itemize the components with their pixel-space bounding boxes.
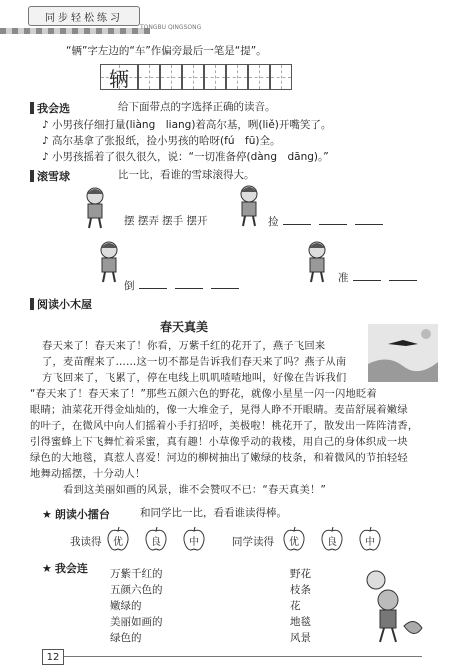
story-line: 眼睛；油菜花开得金灿灿的，像一大堆金子，晃得人睁不开眼睛。麦苗舒展着嫩绿 xyxy=(30,404,408,416)
snowball-row-1-word: 捡 xyxy=(268,214,387,229)
section-choose-title: 我会选 xyxy=(37,102,70,115)
footer-line xyxy=(62,656,422,657)
grid-cell[interactable] xyxy=(138,64,160,90)
match-right-item[interactable]: 风景 xyxy=(290,632,311,644)
section-bar xyxy=(30,102,34,114)
story-line: 看到这美丽如画的风景，谁不会赞叹不已：“春天真美！” xyxy=(42,484,326,496)
story-line: 方飞回来了，飞累了，停在电线上叽叽喳喳地叫，好像在告诉我们 xyxy=(42,372,347,384)
story-line: 引得蜜蜂上下飞舞忙着采蜜，真有趣！小草像乎动的栽楼，用自己的身体织成一块 xyxy=(30,436,408,448)
snowball-row-2: 倒 xyxy=(124,278,243,293)
snowball-row-2-word: 准 xyxy=(338,270,421,285)
star-icon: ★ xyxy=(42,561,52,575)
character-box xyxy=(100,64,138,90)
match-left-item[interactable]: 万紫千红的 xyxy=(110,568,163,580)
section-bar xyxy=(30,170,34,182)
answer-blank[interactable] xyxy=(319,214,347,225)
match-left-item[interactable]: 五颜六色的 xyxy=(110,584,163,596)
rating-apple[interactable]: 良 xyxy=(144,526,168,552)
boy-with-kite-illustration xyxy=(356,566,426,644)
intro-text: “辆”字左边的“车”作偏旁最后一笔是“提”。 xyxy=(66,45,267,57)
section-bar xyxy=(30,298,34,310)
page-number: 12 xyxy=(42,649,64,665)
grid-cell[interactable] xyxy=(182,64,204,90)
section-contest-title: 朗读小擂台 xyxy=(54,508,110,521)
list-item: ♪ 小男孩仔细打量(liàng liang)着高尔基，咧(liě)开嘴笑了。 xyxy=(42,119,332,131)
section-snowball-instruction: 比一比，看谁的雪球滚得大。 xyxy=(118,169,255,181)
answer-blank[interactable] xyxy=(389,270,417,281)
section-reading-heading xyxy=(30,296,92,312)
story-line: 了，麦苗醒来了……这一切不都是告诉我们春天来了吗？燕子从南 xyxy=(42,356,347,368)
section-snowball-heading xyxy=(30,168,70,184)
list-item: ♪ 高尔基拿了张报纸，捡小男孩的哈呀(fú fū)全。 xyxy=(42,135,281,147)
story-line: 的叶子，在微风中向人们摇着小手打招呼，美极啦！桃花开了，散发出一阵阵清香， xyxy=(30,420,419,432)
grid-cell[interactable] xyxy=(270,64,292,90)
rating-apple[interactable]: 良 xyxy=(320,526,344,552)
match-left-item[interactable]: 嫩绿的 xyxy=(110,600,142,612)
match-right-item[interactable]: 枝条 xyxy=(290,584,311,596)
story-line: 绿色的大地毯，真惹人喜爱！河边的柳树抽出了嫩绿的枝条，和着微风的节拍轻轻 xyxy=(30,452,408,464)
header-title: 同步轻松练习 xyxy=(28,6,140,26)
section-choose-heading xyxy=(30,100,70,116)
me-label: 我读得 xyxy=(70,536,102,548)
story-line: 春天来了！春天来了！你看，万紫千红的花开了，燕子飞回来 xyxy=(42,340,326,352)
section-snowball-title: 滚雪球 xyxy=(37,170,70,183)
kid-illustration xyxy=(78,186,112,230)
match-left-column xyxy=(110,566,163,646)
answer-blank[interactable] xyxy=(139,278,167,289)
story-body xyxy=(30,338,419,498)
match-left-item[interactable]: 绿色的 xyxy=(110,632,142,644)
kid-illustration xyxy=(92,240,126,284)
header-subtitle: TONGBU QINGSONG xyxy=(140,24,202,31)
intro-character: 辆 xyxy=(109,66,129,91)
answer-blank[interactable] xyxy=(353,270,381,281)
section-match-heading xyxy=(42,560,88,576)
list-item: ♪ 小男孩摇着了很久很久，说：“一切准备停(dàng dāng)。” xyxy=(42,151,329,163)
story-line: 地舞动摇摆，十分动人！ xyxy=(30,468,146,480)
section-reading-title: 阅读小木屋 xyxy=(37,298,92,311)
peer-label: 同学读得 xyxy=(232,536,274,548)
kid-illustration xyxy=(232,184,266,228)
snowball-row-1: 摆 摆弄 摆手 摆开 xyxy=(124,215,208,227)
writing-grid xyxy=(100,64,292,90)
match-right-item[interactable]: 花 xyxy=(290,600,301,612)
grid-cell[interactable] xyxy=(160,64,182,90)
section-reading-contest-heading xyxy=(42,506,110,522)
section-match-title: 我会连 xyxy=(54,562,88,575)
star-icon: ★ xyxy=(42,507,52,521)
choose-list xyxy=(42,118,331,164)
peer-ratings xyxy=(282,526,382,552)
answer-blank[interactable] xyxy=(283,214,311,225)
grid-cell[interactable] xyxy=(204,64,226,90)
header-stripe xyxy=(0,28,150,34)
story-title: 春天真美 xyxy=(160,320,209,334)
rating-apple[interactable]: 中 xyxy=(358,526,382,552)
section-contest-instruction: 和同学比一比，看看谁读得棒。 xyxy=(140,507,287,519)
rating-apple[interactable]: 中 xyxy=(182,526,206,552)
match-right-column xyxy=(290,566,311,646)
match-left-item[interactable]: 美丽如画的 xyxy=(110,616,163,628)
answer-blank[interactable] xyxy=(355,214,383,225)
me-ratings xyxy=(106,526,206,552)
answer-blank[interactable] xyxy=(175,278,203,289)
kid-illustration xyxy=(300,240,334,284)
section-choose-instruction: 给下面带点的字选择正确的读音。 xyxy=(118,101,276,113)
grid-cell[interactable] xyxy=(248,64,270,90)
rating-apple[interactable]: 优 xyxy=(106,526,130,552)
answer-blank[interactable] xyxy=(211,278,239,289)
story-line: “春天来了！春天来了！”那些五颜六色的野花，就像小星星一闪一闪地眨着 xyxy=(30,388,377,400)
grid-cell[interactable] xyxy=(226,64,248,90)
match-right-item[interactable]: 地毯 xyxy=(290,616,311,628)
rating-apple[interactable]: 优 xyxy=(282,526,306,552)
match-right-item[interactable]: 野花 xyxy=(290,568,311,580)
